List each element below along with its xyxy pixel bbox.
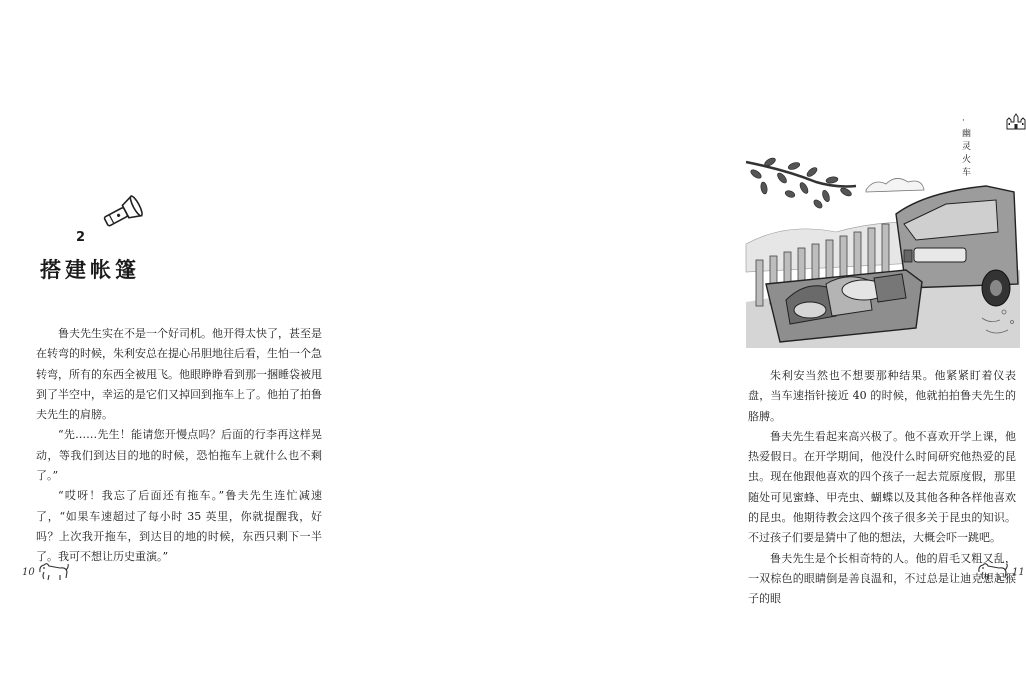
paragraph: “哎呀！我忘了后面还有拖车。”鲁夫先生连忙减速了，“如果车速超过了每小时 35 英里，你就提醒我，好吗？上次我开拖车，到达目的地的时候，东西只剩下一半了。我可不想让历史重演。” bbox=[36, 489, 322, 564]
paragraph: 鲁夫先生看起来高兴极了。他不喜欢开学上课，他热爱假日。在开学期间，他没什么时间研究他热爱的昆虫。现在他跟他喜欢的四个孩子一起去荒原度假，那里随处可见蜜蜂、甲壳虫、蝴蝶以及其他各种各样他喜欢的昆虫。他期待教会这四个孩子很多关于昆虫的知识。不过孩子们要是猜中了他的想法，大概会吓一跳吧。 bbox=[748, 429, 1016, 545]
chapter-number: 2 bbox=[76, 230, 86, 245]
page-number-left: 10 bbox=[22, 567, 35, 578]
paragraph: 朱利安当然也不想要那种结果。他紧紧盯着仪表盘，当车速指针接近 40 的时候，他就拍拍鲁夫先生的胳膊。 bbox=[748, 369, 1016, 423]
chapter-title: 搭建帐篷 bbox=[40, 258, 140, 282]
paragraph: 鲁夫先生实在不是一个好司机。他开得太快了，甚至是在转弯的时候，朱利安总在提心吊胆地往后看，生怕一个急转弯，所有的东西全被甩飞。他眼睁睁看到那一捆睡袋被甩到了半空中，幸运的是它们又掉回到拖车上了。他拍了拍鲁夫先生的肩膀。 bbox=[36, 327, 322, 422]
dog-icon bbox=[36, 560, 70, 582]
truck-trailer-illustration bbox=[746, 152, 1020, 348]
paragraph: 鲁夫先生是个长相奇特的人。他的眉毛又粗又乱，一双棕色的眼睛倒是善良温和，不过总是让迪克想起猴子的眼 bbox=[748, 551, 1016, 606]
flashlight-icon bbox=[98, 196, 148, 230]
dog-icon bbox=[975, 560, 1009, 582]
paragraph: “先……先生！能请您开慢点吗？后面的行李再这样晃动，等我们到达目的地的时候，恐怕拖车上就什么也不剩了。” bbox=[36, 428, 322, 483]
page-number-right: 11 bbox=[1012, 567, 1025, 578]
left-page bbox=[0, 0, 350, 700]
running-head: ·幽灵火车 bbox=[962, 116, 972, 178]
right-page bbox=[350, 0, 1025, 700]
castle-icon bbox=[1006, 113, 1026, 129]
left-body-text bbox=[36, 324, 322, 568]
